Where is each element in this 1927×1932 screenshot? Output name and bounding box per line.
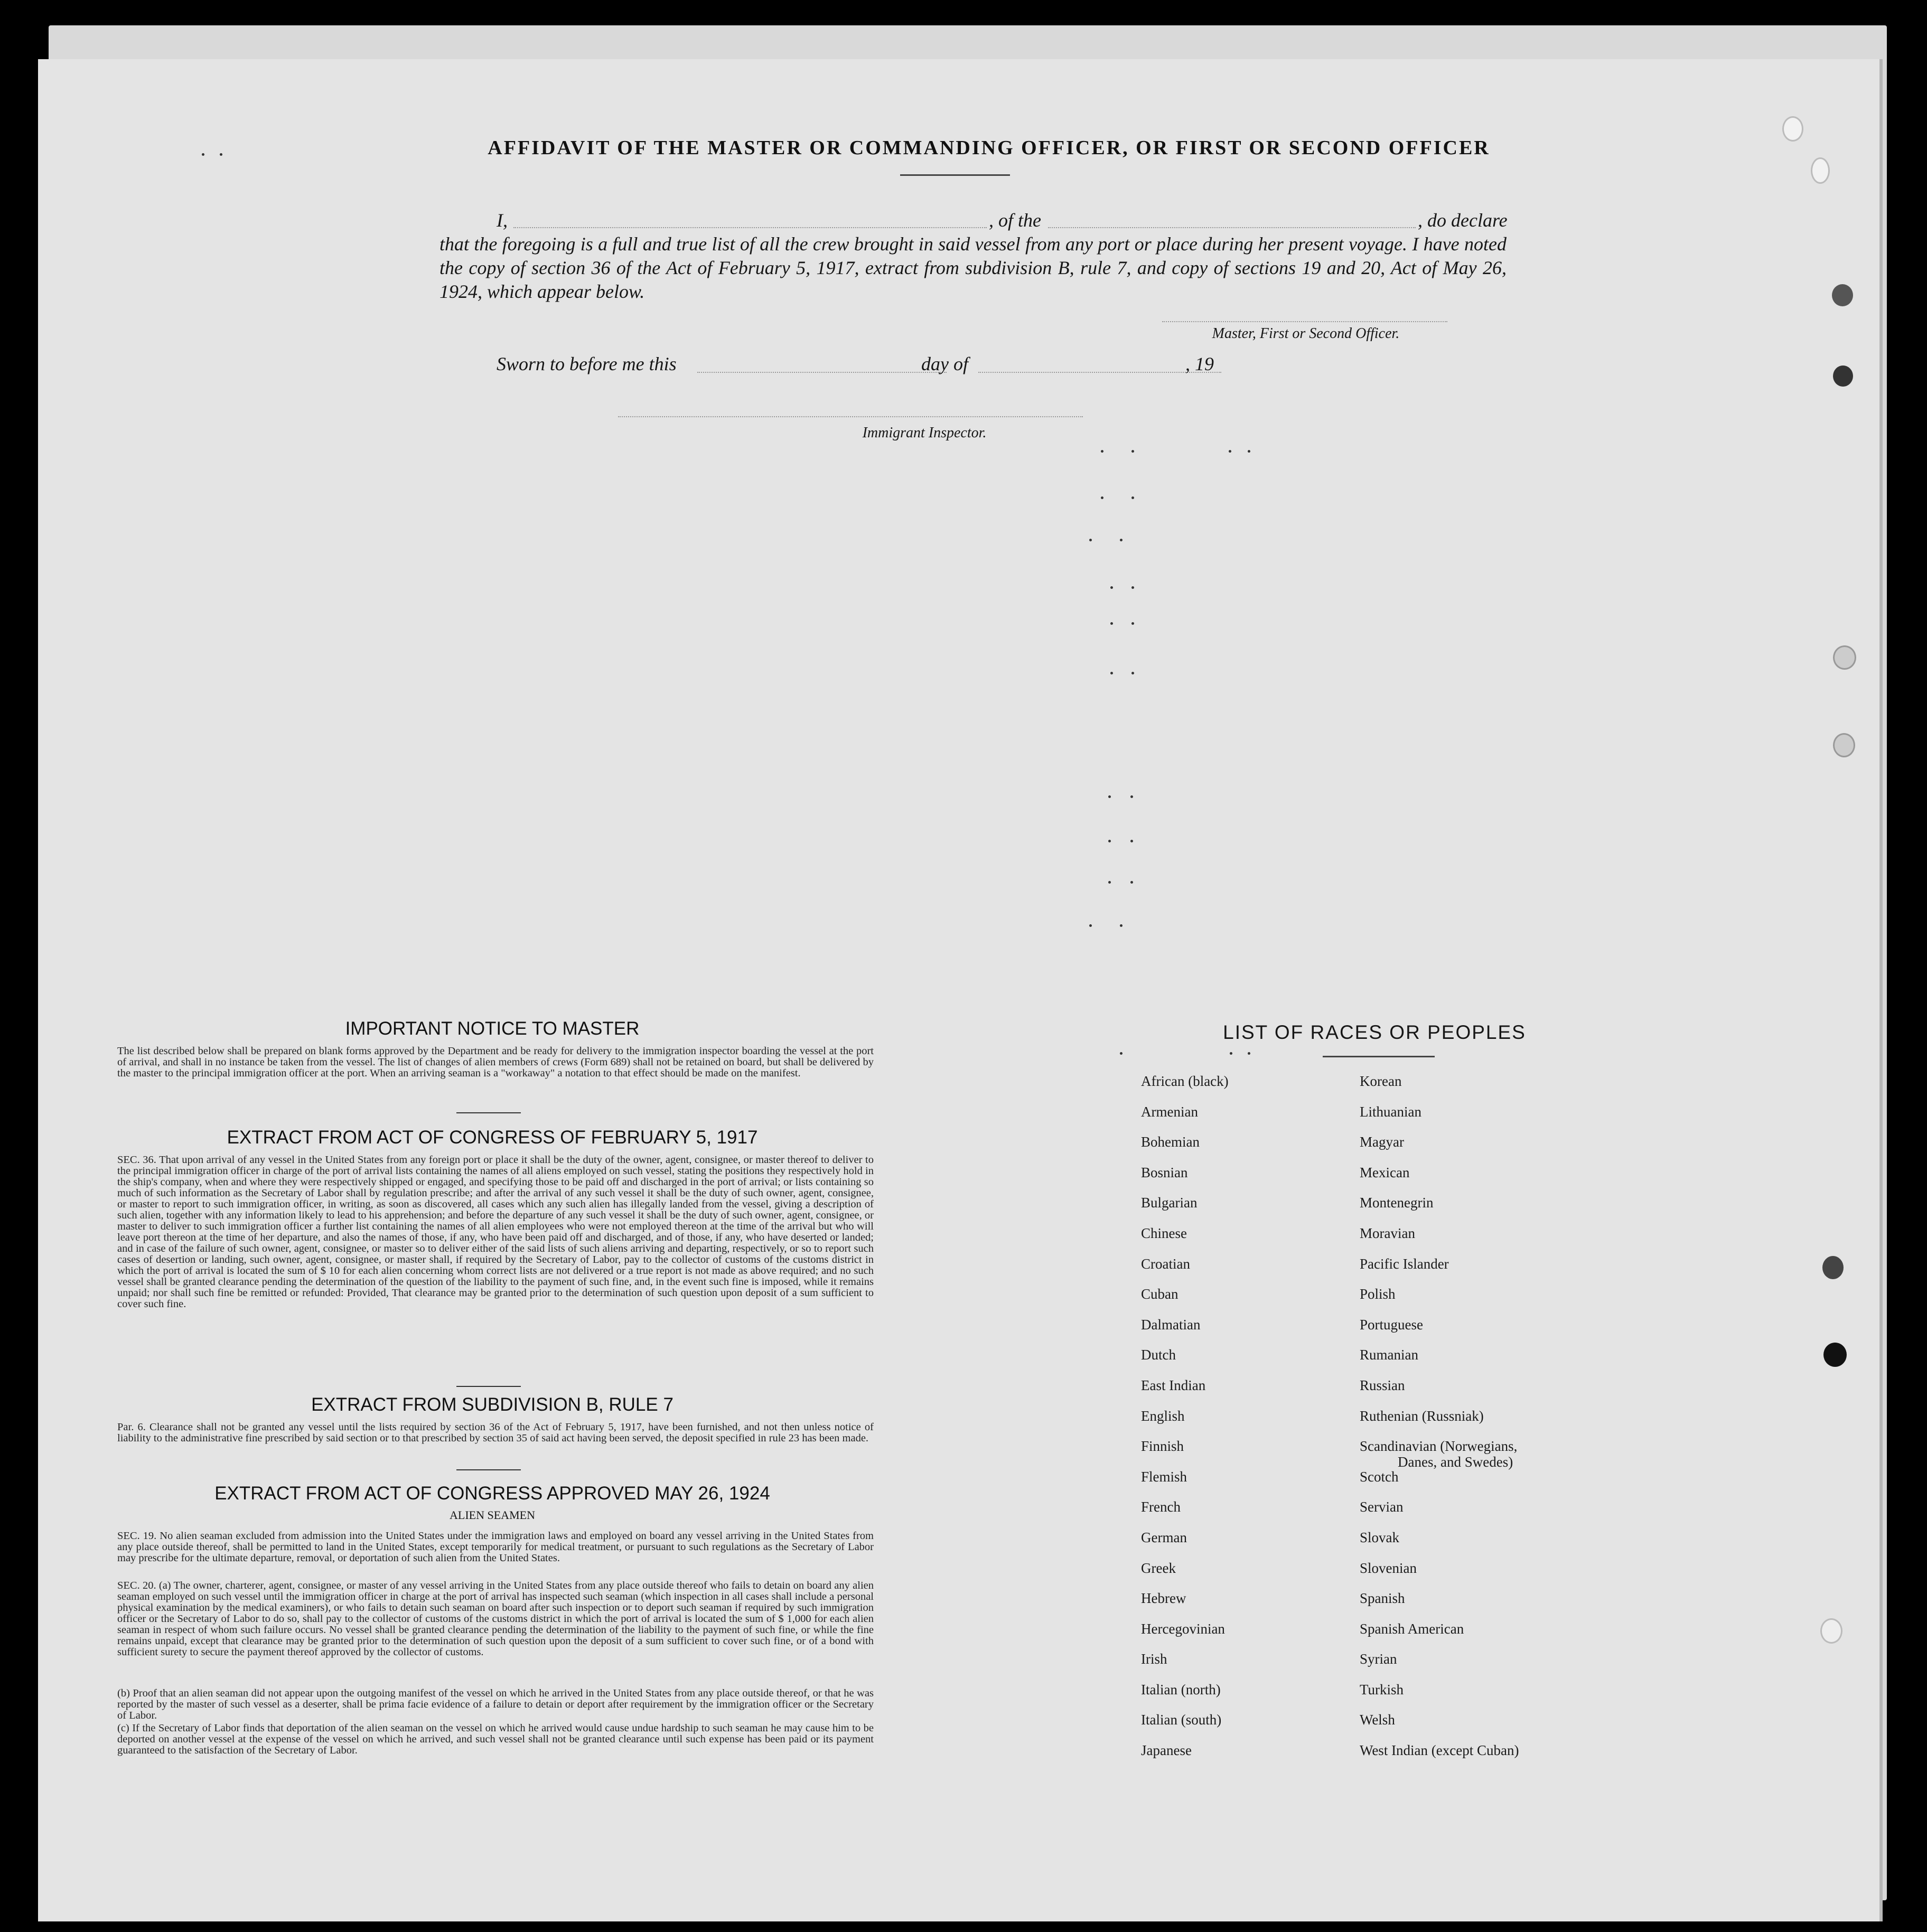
binder-hole-mark — [1832, 284, 1853, 306]
affidavit-title: AFFIDAVIT OF THE MASTER OR COMMANDING OFFICER, OR FIRST OR SECOND OFFICER — [488, 137, 1490, 159]
binder-hole-mark — [1833, 645, 1856, 670]
race-item: Korean — [1360, 1073, 1402, 1089]
race-item: Croatian — [1141, 1255, 1190, 1272]
sworn-day-blank — [697, 372, 947, 373]
binder-hole-mark — [1820, 1618, 1842, 1644]
inspector-signature-caption: Immigrant Inspector. — [862, 425, 987, 441]
race-item: Polish — [1360, 1286, 1396, 1302]
speck — [1131, 672, 1134, 674]
document-page — [38, 59, 1883, 1921]
race-item: Bosnian — [1141, 1164, 1188, 1180]
speck — [1120, 924, 1122, 927]
binder-hole-mark — [1782, 116, 1803, 142]
speck — [1101, 496, 1103, 499]
race-item: West Indian (except Cuban) — [1360, 1742, 1519, 1759]
speck — [1120, 539, 1122, 541]
day-of-label: day of — [921, 353, 968, 374]
race-item: Spanish American — [1360, 1620, 1464, 1637]
race-item: Rumanian — [1360, 1347, 1418, 1363]
vessel-blank-line — [1048, 227, 1416, 228]
name-blank-line — [513, 227, 987, 228]
extract-1924-sec20c: (c) If the Secretary of Labor finds that deportation of the alien seaman on the vessel on which he arrived would cause undue hardship to such seaman he may cause him to be deported on another vessel at the expense of the vessel on which he arrived, and such vessel shall not be granted clearance until such expense has been paid or its payment guaranteed to the satisfaction of the Secretary of Labor. — [117, 1722, 874, 1756]
speck — [1130, 881, 1133, 884]
race-item: Mexican — [1360, 1164, 1410, 1180]
race-item: Spanish — [1360, 1590, 1405, 1607]
master-signature-line — [1162, 321, 1447, 322]
speck — [1131, 586, 1134, 589]
races-right-column — [1360, 1073, 1634, 1773]
speck — [1131, 450, 1134, 453]
speck — [202, 153, 204, 156]
speck — [1230, 1052, 1232, 1055]
race-item: Irish — [1141, 1651, 1167, 1667]
race-item: Scandinavian (Norwegians, — [1360, 1438, 1518, 1455]
extract-rule7-body: Par. 6. Clearance shall not be granted any vessel until the lists required by section 36 of the Act of February 5, 1917, have been furnished, and not then unless notice of liability to the administrative fine prescribed by said section or to that prescribed by section 35 of said act having been served, the deposit specified in rule 23 has been made. — [117, 1421, 874, 1444]
race-item: Portuguese — [1360, 1316, 1423, 1333]
race-item: Dalmatian — [1141, 1316, 1201, 1333]
race-item: Italian (south) — [1141, 1712, 1222, 1728]
race-item: East Indian — [1141, 1377, 1206, 1393]
race-item: Bulgarian — [1141, 1195, 1198, 1211]
race-item: Slovenian — [1360, 1560, 1417, 1576]
extract-rule7-divider — [456, 1469, 521, 1470]
speck — [1248, 1052, 1250, 1055]
affidavit-i-label: I, — [497, 210, 508, 231]
race-item: Montenegrin — [1360, 1195, 1434, 1211]
extract-rule7-title: EXTRACT FROM SUBDIVISION B, RULE 7 — [311, 1394, 673, 1415]
race-item: Armenian — [1141, 1103, 1198, 1120]
extract-1924-sec20b: (b) Proof that an alien seaman did not appear upon the outgoing manifest of the vessel on which he arrived in the United States from any place outside thereof, or that he was reported by the master of such vessel as a deserter, shall be prima facie evidence of a failure to detain or deport after requirement by the immigration officer or the Secretary of Labor. — [117, 1687, 874, 1721]
speck — [1248, 450, 1250, 453]
speck — [1120, 1052, 1122, 1055]
speck — [1131, 622, 1134, 625]
affidavit-of-the: , of the — [989, 210, 1041, 231]
speck — [1108, 881, 1111, 884]
inspector-signature-line — [618, 416, 1083, 417]
race-item: Moravian — [1360, 1225, 1415, 1241]
extract-1917-title: EXTRACT FROM ACT OF CONGRESS OF FEBRUARY 5, 1917 — [227, 1127, 758, 1148]
race-item: French — [1141, 1499, 1181, 1515]
binder-hole-mark — [1833, 365, 1853, 387]
speck — [1108, 795, 1111, 798]
race-item: Slovak — [1360, 1529, 1400, 1545]
speck — [1089, 539, 1092, 541]
race-item: Cuban — [1141, 1286, 1178, 1302]
speck — [1089, 924, 1092, 927]
race-item: Servian — [1360, 1499, 1404, 1515]
race-item: Bohemian — [1141, 1134, 1200, 1150]
speck — [1131, 496, 1134, 499]
speck — [220, 153, 222, 156]
race-item: Scotch — [1360, 1468, 1399, 1485]
binder-hole-mark — [1822, 1256, 1844, 1279]
extract-1924-sec20a: SEC. 20. (a) The owner, charterer, agent, consignee, or master of any vessel arriving in the United States from any place outside thereof who fails to detain on board any alien seaman employed on such vessel until the immigration officer in charge at the port of arrival has inspected such seaman (which inspection in all cases shall include a personal physical examination by the medical examiners), or who fails to detain such seaman on board after such inspection or to deport such seaman if required by such immigration officer or the Secretary of Labor to do so, shall pay to the collector of customs of the customs district in which the port of arrival is located the sum of $ 1,000 for each alien seaman in respect of whom such failure occurs. No vessel shall be granted clearance pending the determination of the liability to the payment of such fine, or while the fine remains unpaid, except that clearance may be granted prior to the determination of such question upon the deposit of a sum sufficient to cover such fine, or of a bond with sufficient surety to secure the payment thereof approved by the collector of customs. — [117, 1580, 874, 1658]
binder-hole-mark — [1811, 157, 1830, 184]
extract-1917-divider — [456, 1386, 521, 1387]
speck — [1101, 450, 1103, 453]
race-item: Japanese — [1141, 1742, 1192, 1759]
extract-1924-sec19: SEC. 19. No alien seaman excluded from admission into the United States under the immigration laws and employed on board any vessel arriving in the United States from any place outside thereof, shall be permitted to land in the United States, except temporarily for medical treatment, or pursuant to such regulations as the Secretary of Labor may prescribe for the ultimate departure, removal, or deportation of such alien from the United States. — [117, 1530, 874, 1564]
affidavit-body: that the foregoing is a full and true list of all the crew brought in said vessel from any port or place during her present voyage. I have noted the copy of section 36 of the Act of February 5, 1917, extract from subdivision B, rule 7, and copy of sections 19 and 20, Act of May 26, 1924, which appear below. — [439, 233, 1507, 302]
race-item: Dutch — [1141, 1347, 1176, 1363]
race-item: African (black) — [1141, 1073, 1229, 1089]
notice-title: IMPORTANT NOTICE TO MASTER — [345, 1018, 640, 1039]
speck — [1108, 840, 1111, 842]
races-divider — [1323, 1056, 1435, 1057]
notice-divider — [456, 1112, 521, 1113]
notice-body: The list described below shall be prepared on blank forms approved by the Department and be ready for delivery to the immigration inspector boarding the vessel at the port of arrival, and shall in no instance be taken from the vessel. The list of changes of alien members of crews (Form 689) shall not be retained on board, but shall be delivered by the master to the principal immigration officer at the port. When an arriving seaman is a "workaway" a notation to that effect should be made on the manifest. — [117, 1045, 874, 1079]
race-item: Hebrew — [1141, 1590, 1186, 1607]
speck — [1229, 450, 1231, 453]
race-item: Lithuanian — [1360, 1103, 1421, 1120]
race-item: Greek — [1141, 1560, 1176, 1576]
speck — [1130, 795, 1133, 798]
sworn-label: Sworn to before me this — [497, 353, 677, 374]
race-item: Turkish — [1360, 1681, 1404, 1697]
race-item: Russian — [1360, 1377, 1405, 1393]
binder-hole-mark — [1823, 1343, 1847, 1367]
title-divider — [900, 174, 1010, 176]
race-item: Syrian — [1360, 1651, 1397, 1667]
extract-1924-title: EXTRACT FROM ACT OF CONGRESS APPROVED MAY 26, 1924 — [214, 1483, 770, 1504]
races-left-column — [1141, 1073, 1342, 1773]
races-title: LIST OF RACES OR PEOPLES — [1223, 1021, 1526, 1043]
extract-1917-body: SEC. 36. That upon arrival of any vessel in the United States from any foreign port or place it shall be the duty of the owner, agent, consignee, or master thereof to deliver to the principal immigration officer in charge of the port of arrival lists containing the names of all aliens employed on such vessel, stating the positions they respectively hold in the ship's company, when and where they were respectively shipped or engaged, and specifying those to be paid off and discharged in the port of arrival; or lists containing so much of such information as the Secretary of Labor shall by regulation prescribe; and after the arrival of any such vessel it shall be the duty of such owner, agent, consignee, or master to report to such immigration officer, in writing, as soon as discovered, all cases which any such alien has illegally landed from the vessel, giving a description of such alien, together with any information likely to lead to his apprehension; and before the departure of any such vessel it shall be the duty of such owner, agent, consignee, or master to deliver to such immigration officer a further list containing the names of all alien employees who were not employed thereon at the time of the arrival but who will leave port thereon at the time of her departure, and also the names of those, if any, who have been paid off and discharged, and of those, if any, who have deserted or landed; and in case of the failure of such owner, agent, consignee, or master so to deliver either of the said lists of such aliens arriving and departing, respectively, or so to report such cases of desertion or landing, such owner, agent, consignee, or master shall, if required by the Secretary of Labor, pay to the collector of customs of the customs district in which the port of arrival is located the sum of $ 10 for each alien concerning whom correct lists are not delivered or a true report is not made as above required; and no such vessel shall be granted clearance pending the determination of the question of the liability to the payment of such fine, and, in the event such fine is imposed, while it remains unpaid; nor shall such fine be remitted or refunded: Provided, That clearance may be granted prior to the determination of such question upon deposit of a sum sufficient to cover such fine. — [117, 1154, 874, 1310]
race-item: German — [1141, 1529, 1187, 1545]
speck — [1110, 586, 1113, 589]
speck — [1130, 840, 1133, 842]
race-item: Hercegovinian — [1141, 1620, 1225, 1637]
master-signature-caption: Master, First or Second Officer. — [1212, 325, 1400, 342]
speck — [1110, 622, 1113, 625]
race-item: Welsh — [1360, 1712, 1395, 1728]
race-item-continued: Danes, and Swedes) — [1398, 1454, 1513, 1470]
extract-1924-subtitle: ALIEN SEAMEN — [450, 1508, 535, 1522]
race-item: Finnish — [1141, 1438, 1184, 1455]
affidavit-do-declare: , do declare — [1418, 210, 1508, 231]
speck — [1110, 672, 1113, 674]
month-blank — [978, 372, 1221, 373]
race-item: Chinese — [1141, 1225, 1187, 1241]
race-item: Pacific Islander — [1360, 1255, 1449, 1272]
race-item: Magyar — [1360, 1134, 1404, 1150]
binder-hole-mark — [1833, 733, 1855, 757]
year-label: , 19 — [1185, 353, 1214, 374]
race-item: English — [1141, 1408, 1185, 1424]
race-item: Ruthenian (Russniak) — [1360, 1408, 1484, 1424]
race-item: Flemish — [1141, 1468, 1187, 1485]
race-item: Italian (north) — [1141, 1681, 1221, 1697]
